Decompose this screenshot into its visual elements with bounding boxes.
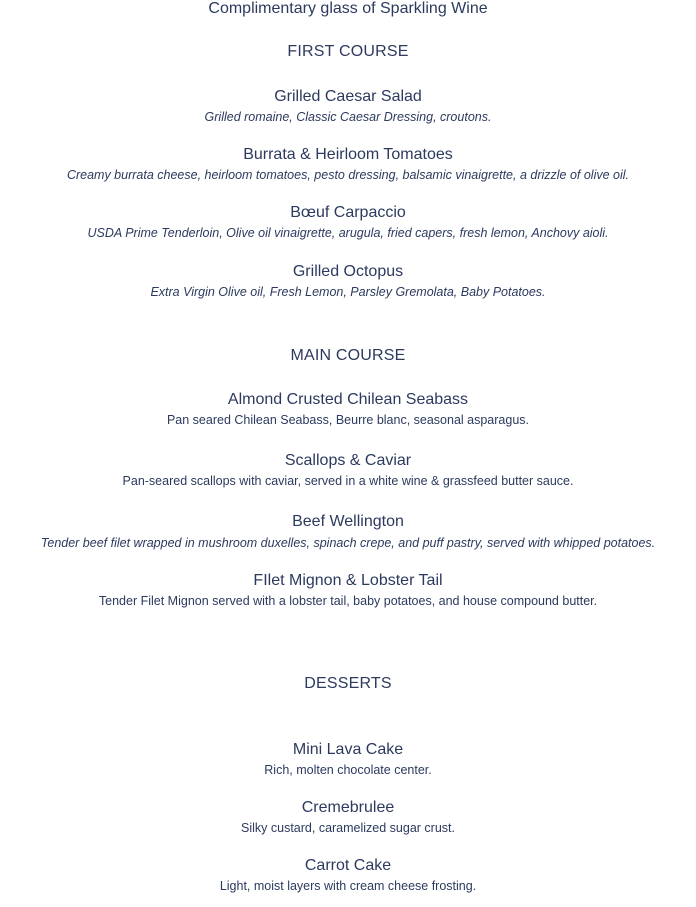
- dish-name: Beef Wellington: [292, 513, 404, 530]
- dish-name: Bœuf Carpaccio: [290, 204, 406, 221]
- dish-name: Mini Lava Cake: [292, 741, 404, 758]
- dish-name: Almond Crusted Chilean Seabass: [227, 391, 469, 408]
- dish-name: Scallops & Caviar: [284, 452, 412, 469]
- dish-description: USDA Prime Tenderloin, Olive oil vinaigrette, arugula, fried capers, fresh lemon, Anchovy aioli.: [87, 226, 609, 240]
- main-course-heading: MAIN COURSE: [290, 347, 406, 364]
- dish-name: FIlet Mignon & Lobster Tail: [253, 572, 443, 589]
- dish-description: Pan-seared scallops with caviar, served in a white wine & grassfeed butter sauce.: [122, 474, 574, 488]
- dish-description: Light, moist layers with cream cheese frosting.: [219, 879, 477, 893]
- complimentary-wine-note: Complimentary glass of Sparkling Wine: [208, 0, 488, 17]
- dish-description: Tender beef filet wrapped in mushroom duxelles, spinach crepe, and puff pastry, served with whipped potatoes.: [40, 536, 656, 550]
- desserts-heading: DESSERTS: [304, 675, 392, 692]
- first-course-heading: FIRST COURSE: [287, 43, 409, 60]
- dish-description: Tender Filet Mignon served with a lobster tail, baby potatoes, and house compound butter.: [98, 594, 598, 608]
- dish-description: Pan seared Chilean Seabass, Beurre blanc, seasonal asparagus.: [166, 413, 530, 427]
- dish-description: Extra Virgin Olive oil, Fresh Lemon, Parsley Gremolata, Baby Potatoes.: [150, 285, 546, 299]
- dish-name: Cremebrulee: [301, 799, 395, 816]
- dish-description: Grilled romaine, Classic Caesar Dressing, croutons.: [204, 110, 492, 124]
- dish-name: Grilled Octopus: [292, 263, 404, 280]
- dish-name: Carrot Cake: [304, 857, 392, 874]
- dish-description: Rich, molten chocolate center.: [264, 763, 432, 777]
- dish-description: Creamy burrata cheese, heirloom tomatoes, pesto dressing, balsamic vinaigrette, a drizzle of olive oil.: [66, 168, 630, 182]
- dish-name: Grilled Caesar Salad: [274, 88, 422, 105]
- dish-description: Silky custard, caramelized sugar crust.: [241, 821, 455, 835]
- dish-name: Burrata & Heirloom Tomatoes: [243, 146, 453, 163]
